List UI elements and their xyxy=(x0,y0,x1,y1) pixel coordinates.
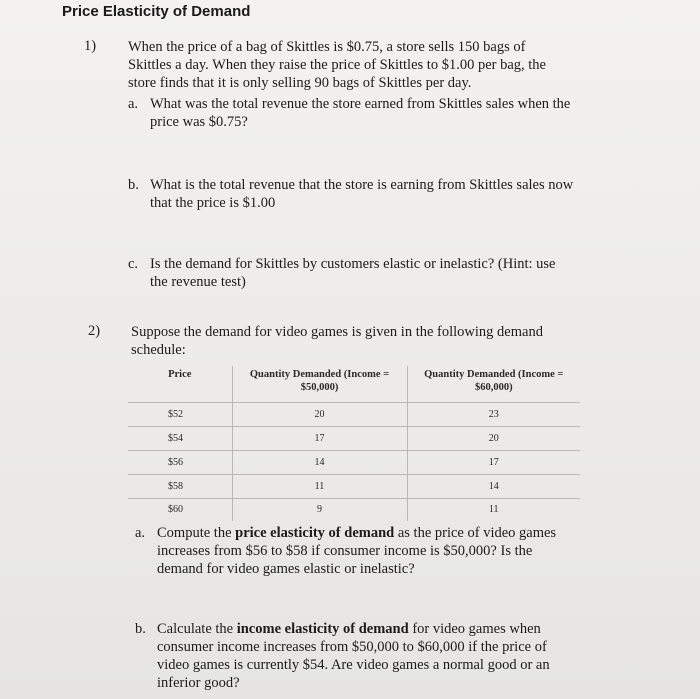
question-2b-line: consumer income increases from $50,000 to $60,000 if the price of xyxy=(157,639,547,655)
question-2b-line: inferior good? xyxy=(157,675,240,691)
table-cell-quantity: 17 xyxy=(407,450,580,474)
question-1-text xyxy=(128,38,546,92)
question-1a-line: price was $0.75? xyxy=(150,114,248,130)
question-2a-line: demand for video games elastic or inelastic? xyxy=(157,561,415,577)
table-header-price: Price xyxy=(128,366,232,402)
question-2b-line-start: Calculate the xyxy=(157,621,237,637)
question-1b-line: What is the total revenue that the store is earning from Skittles sales now xyxy=(150,177,574,193)
question-2b xyxy=(135,620,675,694)
question-1c-line: the revenue test) xyxy=(150,274,246,290)
table-cell-price: $60 xyxy=(128,498,232,521)
question-1a-label: a. xyxy=(128,96,139,112)
question-2a-label: a. xyxy=(135,525,146,541)
question-1b-text xyxy=(150,176,573,212)
question-1b-line: that the price is $1.00 xyxy=(150,195,276,211)
question-1a-line: What was the total revenue the store earned from Skittles sales when the xyxy=(150,96,571,112)
question-1a-text xyxy=(150,95,570,131)
question-2a-line-end: as the price of video games xyxy=(394,525,557,541)
table-cell-quantity: 14 xyxy=(232,450,407,474)
question-1b xyxy=(128,176,648,216)
question-1-line: store finds that it is only selling 90 bags of Skittles per day. xyxy=(128,75,472,91)
table-row xyxy=(128,402,580,426)
table-cell-quantity: 11 xyxy=(407,498,580,521)
question-2-line: schedule: xyxy=(131,342,186,358)
table-cell-quantity: 20 xyxy=(407,426,580,450)
question-2b-line: video games is currently $54. Are video games a normal good or an xyxy=(157,657,550,673)
table-cell-price: $58 xyxy=(128,474,232,498)
price-elasticity-term: price elasticity of demand xyxy=(235,525,395,541)
question-1c-label: c. xyxy=(128,256,139,272)
question-1c xyxy=(128,255,648,295)
question-1c-text xyxy=(150,255,556,291)
question-2a xyxy=(135,524,675,580)
table-cell-quantity: 23 xyxy=(407,402,580,426)
table-cell-quantity: 9 xyxy=(232,498,407,521)
question-1-line: When the price of a bag of Skittles is $0.75, a store sells 150 bags of xyxy=(128,39,526,55)
table-row xyxy=(128,474,580,498)
question-1c-line: Is the demand for Skittles by customers elastic or inelastic? (Hint: use xyxy=(150,256,556,272)
table-cell-price: $54 xyxy=(128,426,232,450)
question-2b-line-end: for video games when xyxy=(408,621,541,637)
page-title: Price Elasticity of Demand xyxy=(62,3,251,20)
question-2-text xyxy=(131,323,543,359)
table-cell-price: $52 xyxy=(128,402,232,426)
question-1-number: 1) xyxy=(84,38,97,54)
table-row xyxy=(128,426,580,450)
question-2a-line: increases from $56 to $58 if consumer income is $50,000? Is the xyxy=(157,543,533,559)
question-2a-line xyxy=(157,524,556,542)
question-2b-label: b. xyxy=(135,621,146,637)
question-2a-text xyxy=(157,524,556,578)
table-row xyxy=(128,498,580,521)
table-header-quantity-income-60000: Quantity Demanded (Income = $60,000) xyxy=(407,366,580,402)
question-2b-text xyxy=(157,620,550,692)
demand-schedule-table xyxy=(128,366,580,521)
table-cell-quantity: 14 xyxy=(407,474,580,498)
question-2-line: Suppose the demand for video games is given in the following demand xyxy=(131,324,543,340)
table-cell-quantity: 17 xyxy=(232,426,407,450)
table-row xyxy=(128,450,580,474)
question-1-line: Skittles a day. When they raise the price of Skittles to $1.00 per bag, the xyxy=(128,57,546,73)
question-2-number: 2) xyxy=(88,323,101,339)
question-1b-label: b. xyxy=(128,177,139,193)
table-header-row xyxy=(128,366,580,402)
table-cell-price: $56 xyxy=(128,450,232,474)
table-cell-quantity: 11 xyxy=(232,474,407,498)
table-header-quantity-income-50000: Quantity Demanded (Income = $50,000) xyxy=(232,366,407,402)
table-cell-quantity: 20 xyxy=(232,402,407,426)
question-2a-line-start: Compute the xyxy=(157,525,236,541)
income-elasticity-term: income elasticity of demand xyxy=(236,621,409,637)
question-1a xyxy=(128,95,648,135)
question-2b-line xyxy=(157,620,550,638)
